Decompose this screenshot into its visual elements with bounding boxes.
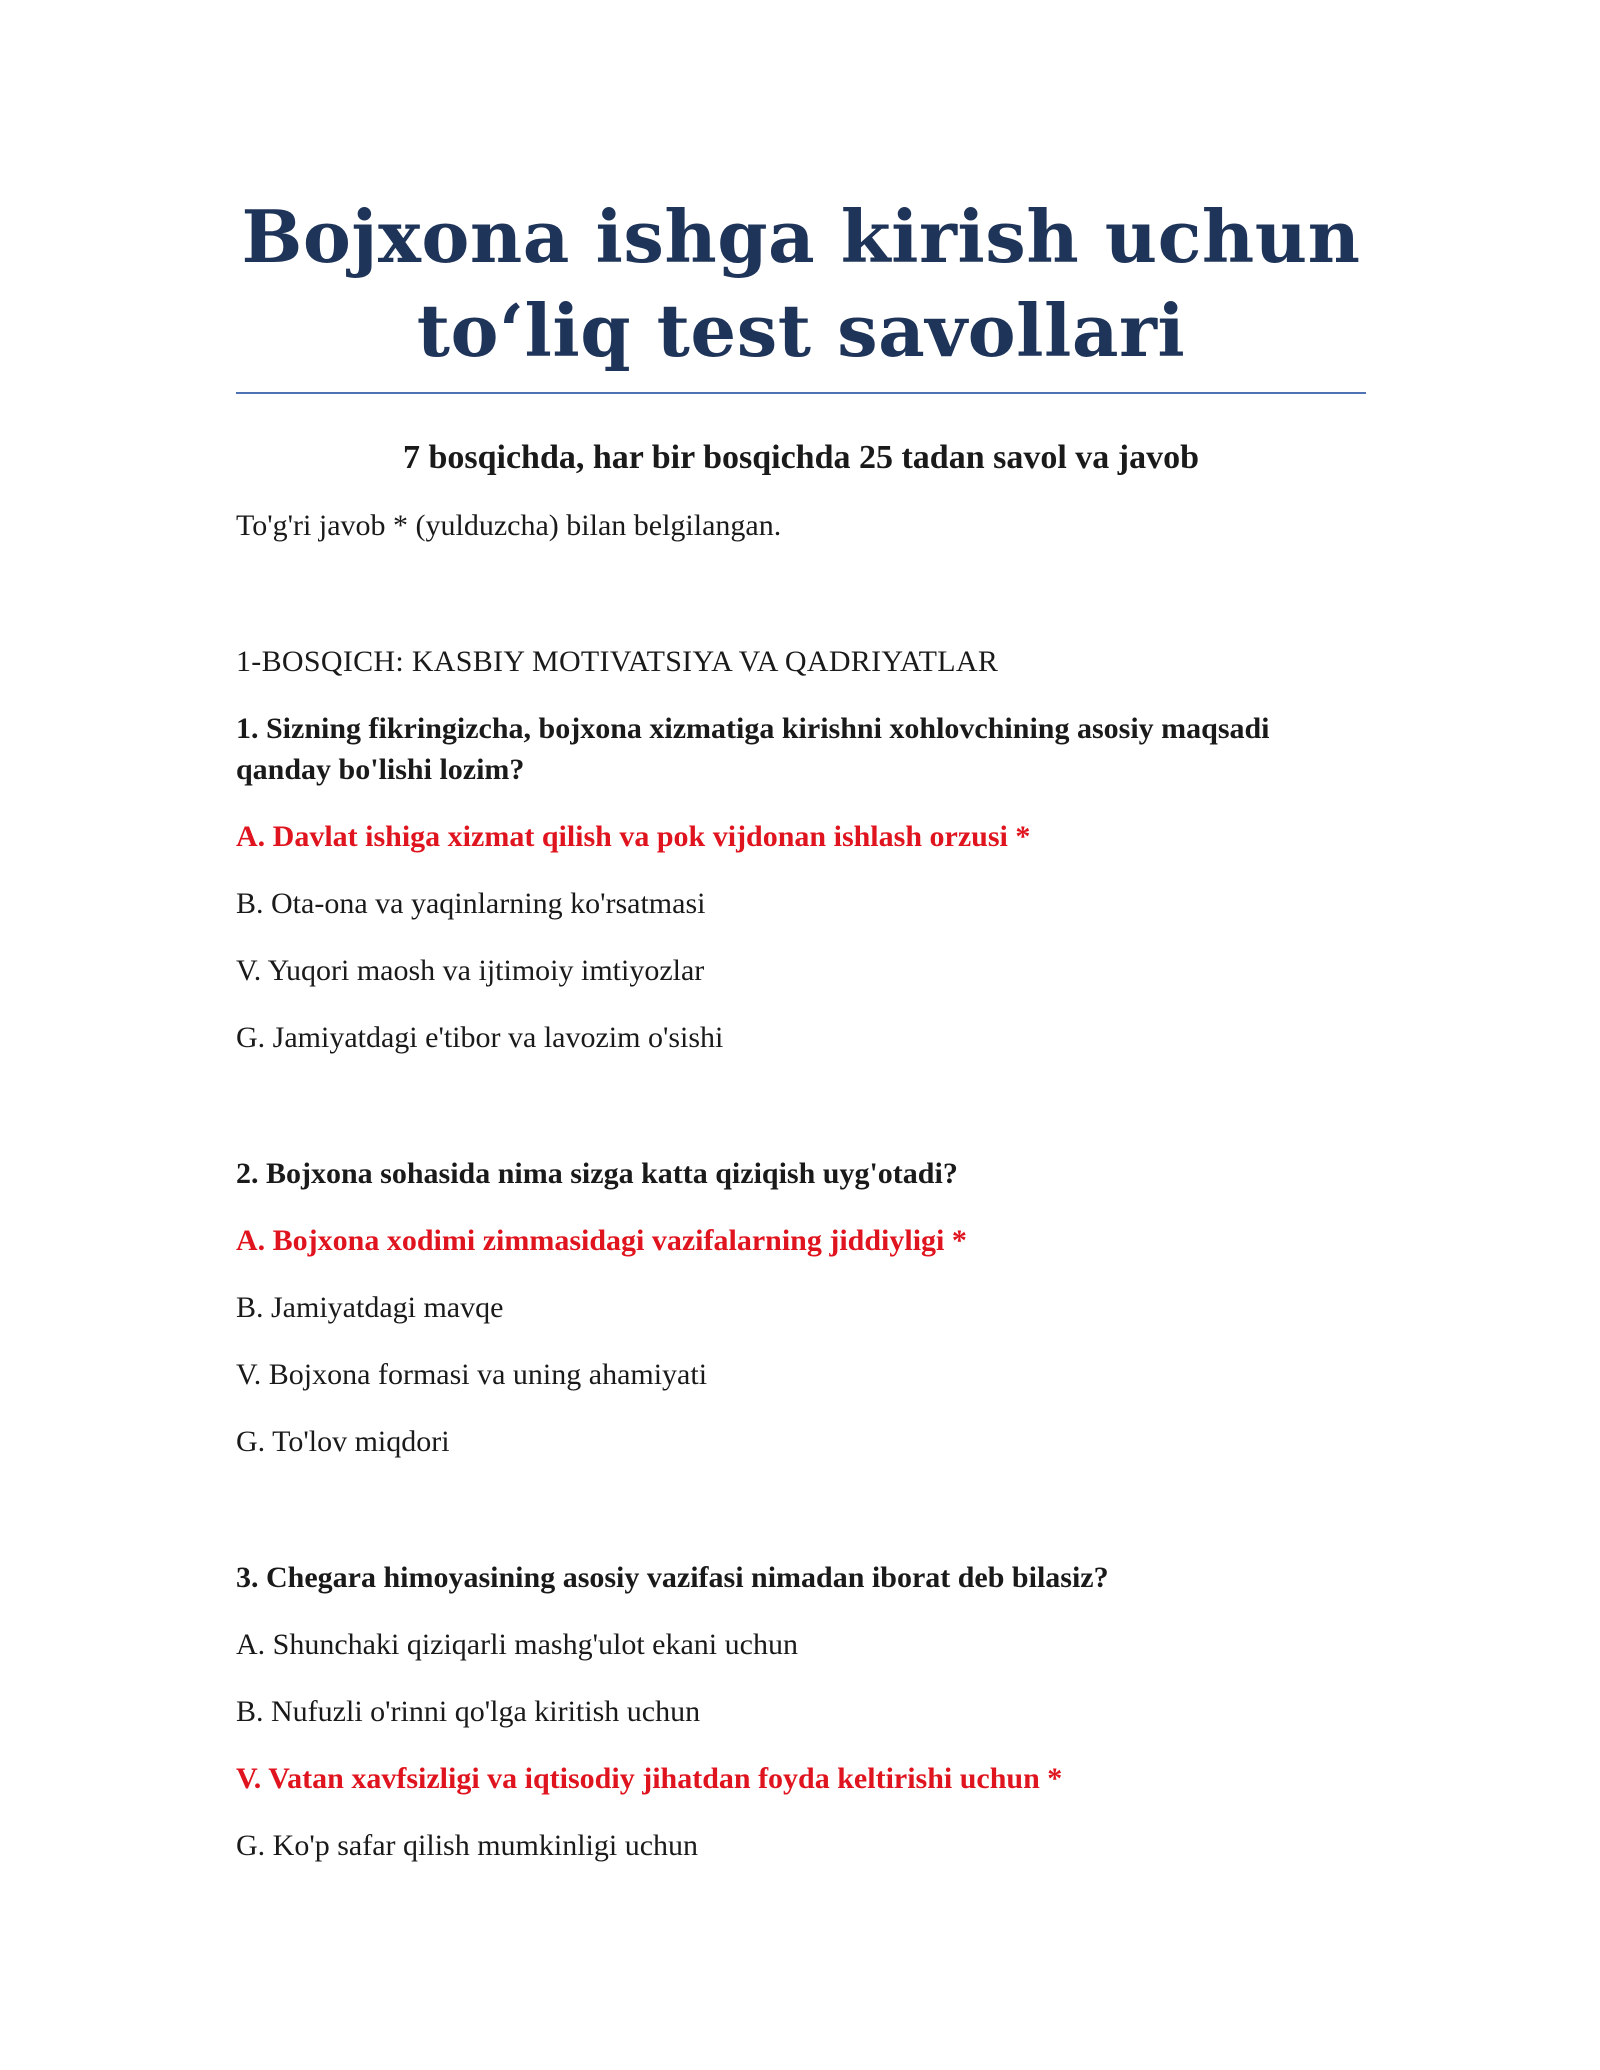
answer-option: A. Shunchaki qiziqarli mashg'ulot ekani uchun [236,1628,798,1661]
question-text: 1. Sizning fikringizcha, bojxona xizmatiga kirishni xohlovchining asosiy maqsadi qanday bo'lishi lozim? [236,712,1270,786]
answer-option: G. Jamiyatdagi e'tibor va lavozim o'sishi [236,1021,724,1054]
title-line-1: Bojxona ishga kirish uchun [241,194,1361,279]
answer-option: B. Ota-ona va yaqinlarning ko'rsatmasi [236,887,706,920]
answer-option: V. Yuqori maosh va ijtimoiy imtiyozlar [236,954,705,987]
answer-option: G. Ko'p safar qilish mumkinligi uchun [236,1829,699,1862]
answer-option-correct: V. Vatan xavfsizligi va iqtisodiy jihatdan foyda keltirishi uchun * [236,1762,1063,1795]
question-block-3 [236,1557,1366,1866]
question-text: 2. Bojxona sohasida nima sizga katta qiziqish uyg'otadi? [236,1157,958,1190]
answer-option: G. To'lov miqdori [236,1425,450,1458]
question-block-1 [236,708,1366,1058]
section-title: 1-BOSQICH: KASBIY MOTIVATSIYA VA QADRIYATLAR [236,645,999,678]
answer-option: B. Jamiyatdagi mavqe [236,1291,504,1324]
title-divider [236,392,1366,394]
answer-option-correct: A. Davlat ishiga xizmat qilish va pok vijdonan ishlash orzusi * [236,820,1031,853]
answer-option: B. Nufuzli o'rinni qo'lga kiritish uchun [236,1695,701,1728]
document-page [236,190,1366,1866]
answer-option-correct: A. Bojxona xodimi zimmasidagi vazifalarning jiddiyligi * [236,1224,967,1257]
document-title [236,190,1366,378]
question-text: 3. Chegara himoyasining asosiy vazifasi nimadan iborat deb bilasiz? [236,1561,1109,1594]
answer-key-note: To'g'ri javob * (yulduzcha) bilan belgilangan. [236,509,782,542]
question-block-2 [236,1153,1366,1462]
document-subtitle: 7 bosqichda, har bir bosqichda 25 tadan savol va javob [402,439,1200,476]
title-line-2: to‘liq test savollari [416,288,1186,373]
answer-option: V. Bojxona formasi va uning ahamiyati [236,1358,708,1391]
